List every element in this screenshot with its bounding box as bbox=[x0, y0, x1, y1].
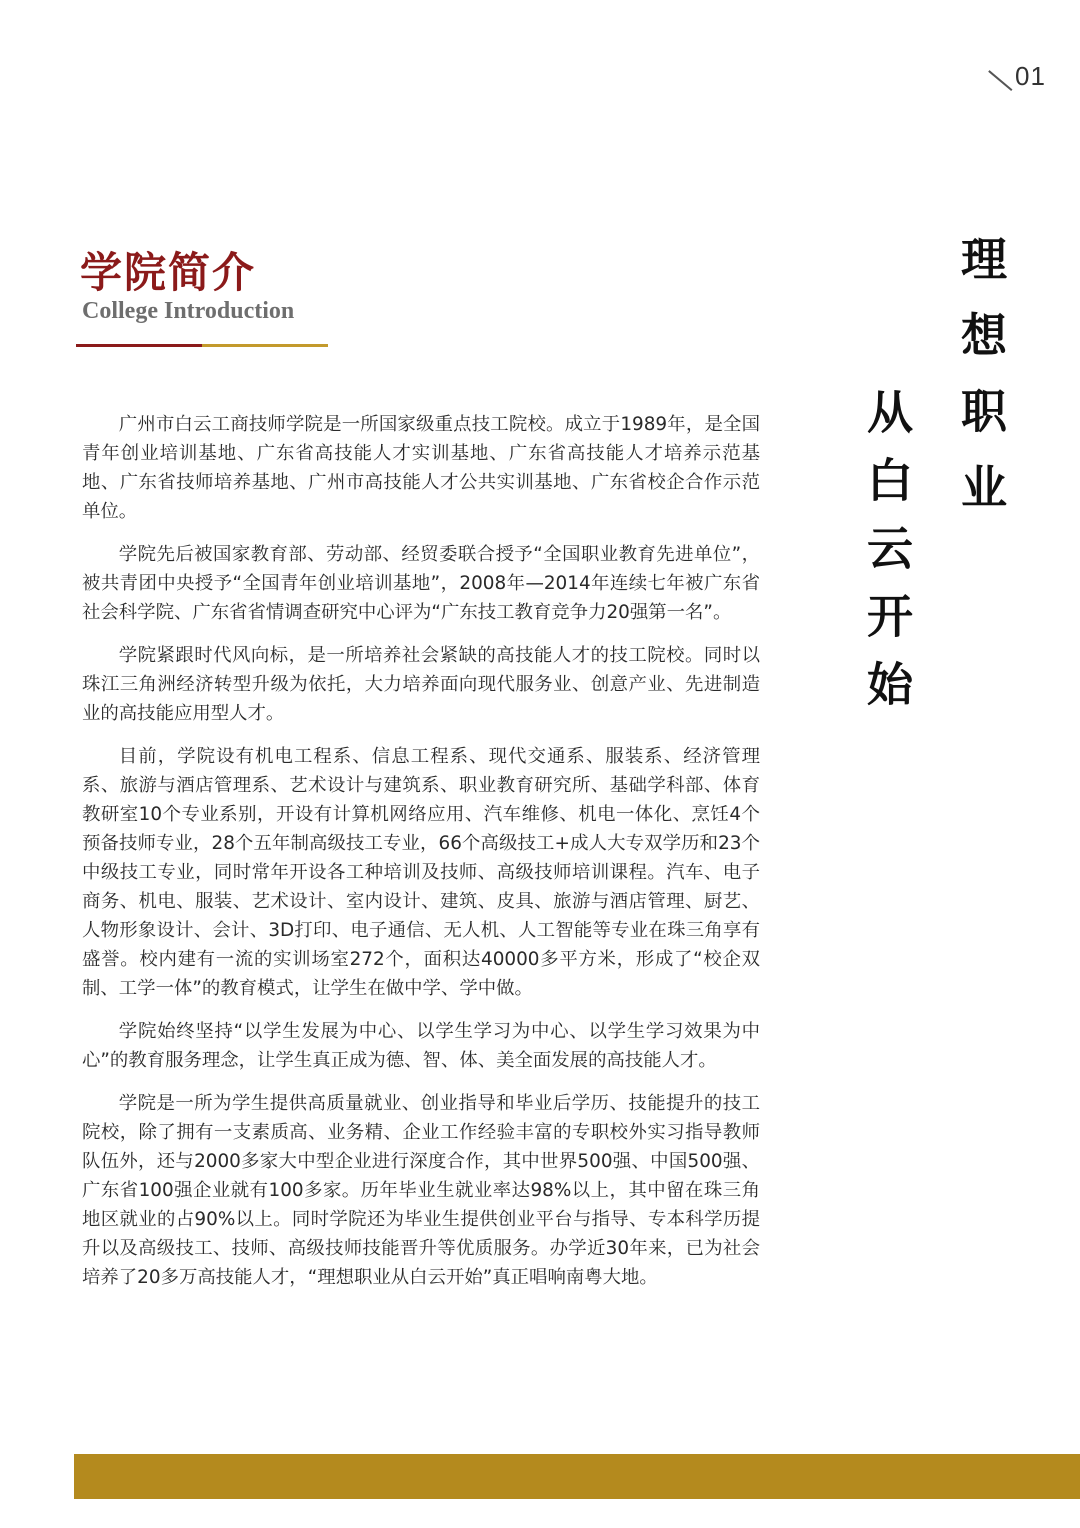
footer-bar bbox=[74, 1454, 1080, 1499]
slogan-line-1: 理想职业 bbox=[954, 235, 1008, 539]
paragraph: 广州市白云工商技师学院是一所国家级重点技工院校。成立于1989年，是全国青年创业培训基地、广东省高技能人才实训基地、广东省高技能人才培养示范基地、广东省技师培养基地、广州市高技能人才公共实训基地、广东省校企合作示范单位。 bbox=[82, 414, 760, 522]
title-underline-gold bbox=[202, 344, 328, 347]
paragraph: 学院始终坚持“以学生发展为中心、以学生学习为中心、以学生学习效果为中心”的教育服务理念，让学生真正成为德、智、体、美全面发展的高技能人才。 bbox=[82, 1021, 760, 1071]
page-number-text: 01 bbox=[1015, 61, 1046, 91]
page-number-slash bbox=[989, 70, 1013, 90]
paragraph: 学院先后被国家教育部、劳动部、经贸委联合授予“全国职业教育先进单位”，被共青团中央授予“全国青年创业培训基地”，2008年—2014年连续七年被广东省社会科学院、广东省省情调查研究中心评为“广东技工教育竞争力20强第一名”。 bbox=[82, 544, 760, 623]
slogan-line-2: 从白云开始 bbox=[860, 388, 914, 728]
page-subtitle: College Introduction bbox=[82, 298, 295, 324]
paragraph: 学院是一所为学生提供高质量就业、创业指导和毕业后学历、技能提升的技工院校，除了拥有一支素质高、业务精、企业工作经验丰富的专职校外实习指导教师队伍外，还与2000多家大中型企业进行深度合作，其中世界500强、中国500强、广东省100强企业就有100多家。历年毕业生就业率达98%以上，其中留在珠三角地区就业的占90%以上。同时学院还为毕业生提供创业平台与指导、专本科学历提升以及高级技工、技师、高级技师技能晋升等优质服务。办学近30年来，已为社会培养了20多万高技能人才，“理想职业从白云开始”真正唱响南粤大地。 bbox=[82, 1093, 760, 1288]
page-title: 学院简介 bbox=[80, 248, 257, 297]
paragraph: 目前，学院设有机电工程系、信息工程系、现代交通系、服装系、经济管理系、旅游与酒店管理系、艺术设计与建筑系、职业教育研究所、基础学科部、体育教研室10个专业系别，开设有计算机网络应用、汽车维修、机电一体化、烹饪4个预备技师专业，28个五年制高级技工专业，66个高级技工+成人大专双学历和23个中级技工专业，同时常年开设各工种培训及技师、高级技师培训课程。汽车、电子商务、机电、服装、艺术设计、室内设计、建筑、皮具、旅游与酒店管理、厨艺、人物形象设计、会计、3D打印、电子通信、无人机、人工智能等专业在珠三角享有盛誉。校内建有一流的实训场室272个，面积达40000多平方米，形成了“校企双制、工学一体”的教育模式，让学生在做中学、学中做。 bbox=[82, 746, 760, 999]
intro-body bbox=[82, 410, 760, 1306]
paragraph: 学院紧跟时代风向标，是一所培养社会紧缺的高技能人才的技工院校。同时以珠江三角洲经济转型升级为依托，大力培养面向现代服务业、创意产业、先进制造业的高技能应用型人才。 bbox=[82, 645, 760, 724]
title-underline bbox=[76, 344, 328, 347]
title-underline-red bbox=[76, 344, 202, 347]
page-number bbox=[985, 58, 1055, 98]
